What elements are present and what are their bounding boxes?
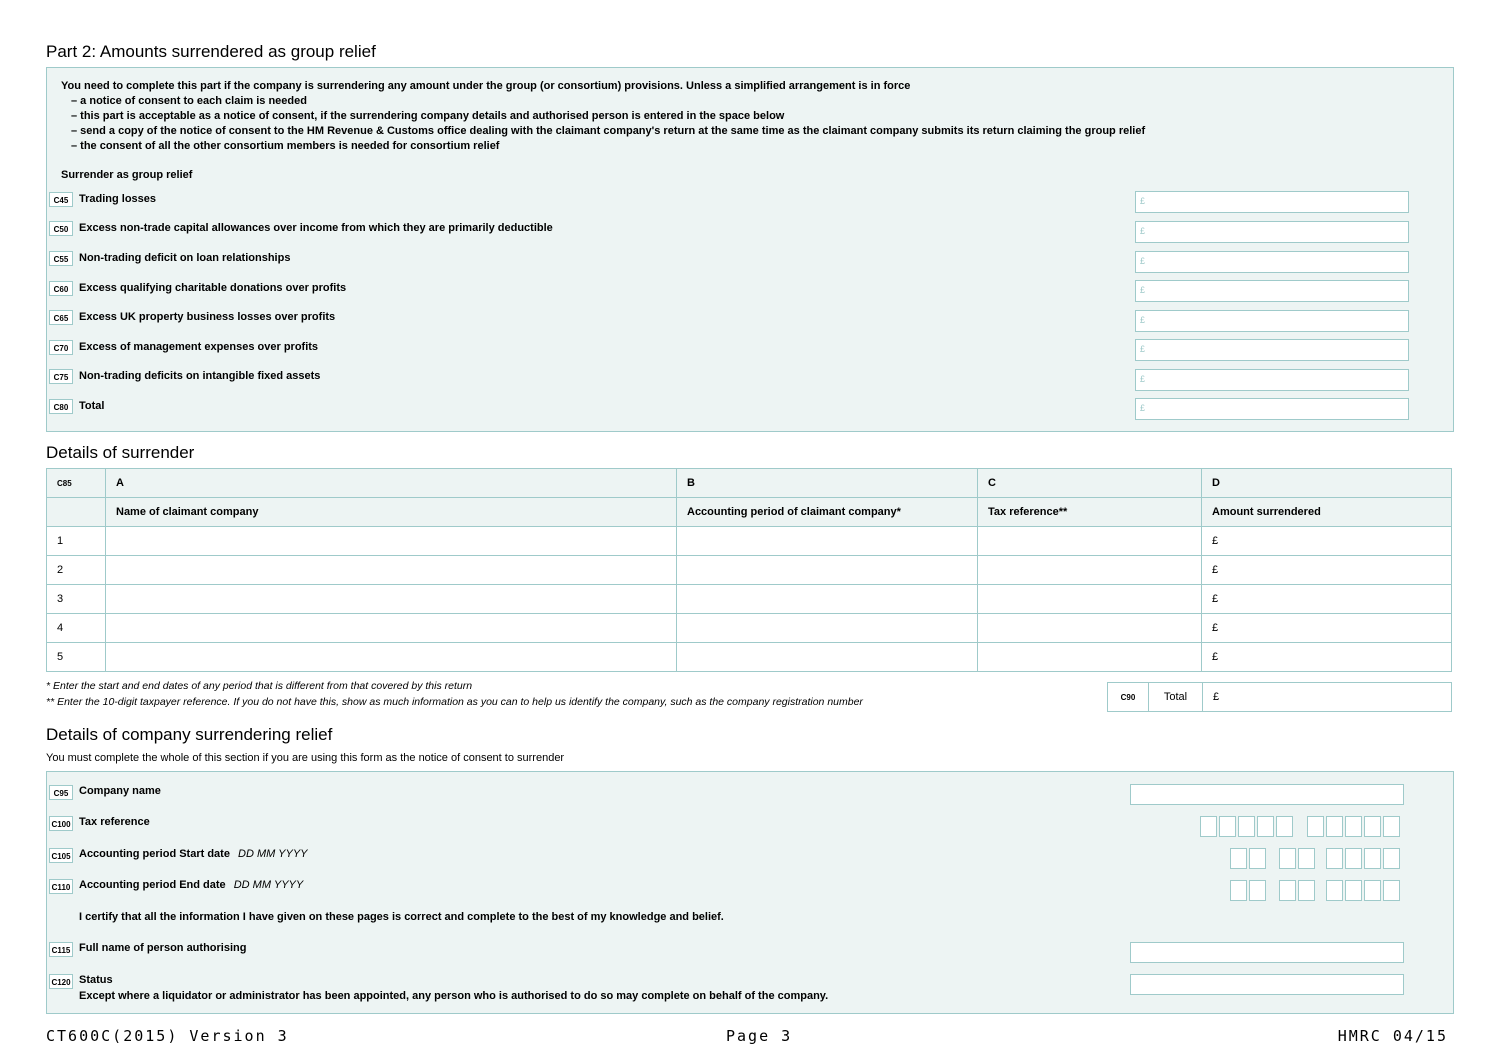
company-name-field[interactable] (1130, 784, 1404, 805)
table-row (47, 614, 1452, 643)
company-panel (46, 771, 1454, 1014)
digit-box[interactable] (1307, 816, 1324, 837)
box-code: C100 (49, 816, 73, 831)
claimant-name-cell[interactable] (106, 527, 677, 556)
digit-box[interactable] (1219, 816, 1236, 837)
tax-reference-cell[interactable] (978, 585, 1202, 614)
digit-box[interactable] (1200, 816, 1217, 837)
footnote-tax-reference: ** Enter the 10-digit taxpayer reference. If you do not have this, show as much information as you can to help us identify the company, such as the company registration number (46, 696, 863, 708)
table-row (47, 585, 1452, 614)
year-digit-box[interactable] (1345, 880, 1362, 901)
box-code: C45 (49, 192, 73, 207)
row-number: 5 (47, 643, 106, 672)
table-row (47, 643, 1452, 672)
end-date-label (79, 879, 303, 891)
company-title: Details of company surrendering relief (46, 725, 333, 744)
digit-box[interactable] (1238, 816, 1255, 837)
box-code: C80 (49, 399, 73, 414)
end-date-label-text: Accounting period End date (79, 879, 226, 891)
intro-line: – the consent of all the other consortium members is needed for consortium relief (71, 140, 500, 152)
accounting-period-cell[interactable] (677, 614, 978, 643)
surrender-subheading: Surrender as group relief (61, 169, 193, 181)
year-digit-box[interactable] (1364, 880, 1381, 901)
surrender-total (1107, 682, 1452, 712)
amount-field[interactable]: £ (1135, 191, 1409, 213)
box-code: C120 (49, 974, 73, 989)
total-label: Total (1149, 683, 1203, 711)
box-code: C95 (49, 785, 73, 800)
certification-statement: I certify that all the information I have given on these pages is correct and complete to the best of my knowledge and belief. (79, 911, 724, 923)
box-code: C105 (49, 848, 73, 863)
page-number: Page 3 (726, 1027, 793, 1045)
amount-field[interactable]: £ (1135, 398, 1409, 420)
box-code: C65 (49, 310, 73, 325)
digit-box[interactable] (1276, 816, 1293, 837)
claimant-name-cell[interactable] (106, 643, 677, 672)
accounting-period-cell[interactable] (677, 585, 978, 614)
date-format-hint: DD MM YYYY (238, 848, 308, 860)
digit-box[interactable] (1383, 816, 1400, 837)
box-code: C55 (49, 251, 73, 266)
row-number: 1 (47, 527, 106, 556)
column-letter: B (677, 469, 978, 498)
accounting-period-cell[interactable] (677, 643, 978, 672)
column-header: Accounting period of claimant company* (677, 498, 978, 527)
header-blank (47, 498, 106, 527)
year-digit-box[interactable] (1383, 880, 1400, 901)
column-letter: C (978, 469, 1202, 498)
row-label: Excess UK property business losses over profits (79, 311, 336, 323)
tax-reference-cell[interactable] (978, 614, 1202, 643)
amount-cell[interactable]: £ (1202, 556, 1452, 585)
part2-intro (61, 79, 1145, 154)
row-label: Excess non-trade capital allowances over income from which they are primarily deductible (79, 222, 553, 234)
total-amount-field[interactable]: £ (1203, 683, 1451, 711)
year-digit-box[interactable] (1364, 848, 1381, 869)
company-subtitle: You must complete the whole of this section if you are using this form as the notice of consent to surrender (46, 752, 565, 764)
row-number: 4 (47, 614, 106, 643)
box-code: C85 (47, 469, 106, 498)
table-header (47, 498, 1452, 527)
month-digit-box[interactable] (1279, 848, 1296, 869)
day-digit-box[interactable] (1230, 848, 1247, 869)
hmrc-date: HMRC 04/15 (1337, 1027, 1448, 1045)
row-label: Trading losses (79, 193, 157, 205)
month-digit-box[interactable] (1279, 880, 1296, 901)
claimant-name-cell[interactable] (106, 614, 677, 643)
row-label: Non-trading deficit on loan relationships (79, 252, 291, 264)
month-digit-box[interactable] (1298, 848, 1315, 869)
status-note: Except where a liquidator or administrator has been appointed, any person who is authorised to do so may complete on behalf of the company. (79, 990, 829, 1002)
digit-box[interactable] (1257, 816, 1274, 837)
footnote-period: * Enter the start and end dates of any period that is different from that covered by this return (46, 680, 473, 692)
year-digit-box[interactable] (1345, 848, 1362, 869)
month-digit-box[interactable] (1298, 880, 1315, 901)
day-digit-box[interactable] (1249, 848, 1266, 869)
company-name-label: Company name (79, 785, 161, 797)
start-date-label-text: Accounting period Start date (79, 848, 230, 860)
amount-field[interactable]: £ (1135, 369, 1409, 391)
intro-line: – this part is acceptable as a notice of consent, if the surrendering company details and authorised person is entered in the space below (71, 110, 785, 122)
box-code: C70 (49, 340, 73, 355)
authorising-person-label: Full name of person authorising (79, 942, 247, 954)
box-code: C60 (49, 281, 73, 296)
status-field[interactable] (1130, 974, 1404, 995)
amount-cell[interactable]: £ (1202, 585, 1452, 614)
box-code: C110 (49, 879, 73, 894)
accounting-period-cell[interactable] (677, 527, 978, 556)
amount-cell[interactable]: £ (1202, 614, 1452, 643)
amount-field[interactable]: £ (1135, 339, 1409, 361)
row-number: 2 (47, 556, 106, 585)
surrender-table (46, 468, 1452, 672)
box-code: C115 (49, 942, 73, 957)
tax-reference-cell[interactable] (978, 527, 1202, 556)
digit-box[interactable] (1345, 816, 1362, 837)
part2-panel (46, 67, 1454, 432)
surrender-title: Details of surrender (46, 443, 195, 462)
amount-cell[interactable]: £ (1202, 527, 1452, 556)
box-code: C50 (49, 221, 73, 236)
tax-reference-cell[interactable] (978, 643, 1202, 672)
table-column-letters (47, 469, 1452, 498)
table-row (47, 556, 1452, 585)
intro-line: – send a copy of the notice of consent to the HM Revenue & Customs office dealing with the claimant company's return at the same time as the claimant company submits its return claiming the group relief (71, 125, 1146, 137)
year-digit-box[interactable] (1326, 848, 1343, 869)
claimant-name-cell[interactable] (106, 585, 677, 614)
start-date-label (79, 848, 308, 860)
digit-box[interactable] (1364, 816, 1381, 837)
day-digit-box[interactable] (1249, 880, 1266, 901)
date-format-hint: DD MM YYYY (233, 879, 304, 891)
row-label: Excess qualifying charitable donations over profits (79, 282, 347, 294)
digit-box[interactable] (1326, 816, 1343, 837)
column-letter: A (106, 469, 677, 498)
tax-reference-cell[interactable] (978, 556, 1202, 585)
row-label: Excess of management expenses over profits (79, 341, 319, 353)
amount-cell[interactable]: £ (1202, 643, 1452, 672)
form-version: CT600C(2015) Version 3 (46, 1027, 289, 1045)
amount-field[interactable]: £ (1135, 251, 1409, 273)
column-header: Amount surrendered (1202, 498, 1452, 527)
amount-field[interactable]: £ (1135, 310, 1409, 332)
year-digit-box[interactable] (1326, 880, 1343, 901)
tax-reference-label: Tax reference (79, 816, 150, 828)
part2-title: Part 2: Amounts surrendered as group relief (46, 42, 376, 61)
intro-line: – a notice of consent to each claim is needed (71, 95, 307, 107)
accounting-period-cell[interactable] (677, 556, 978, 585)
column-letter: D (1202, 469, 1452, 498)
authorising-person-field[interactable] (1130, 942, 1404, 963)
box-code: C75 (49, 369, 73, 384)
row-label: Non-trading deficits on intangible fixed assets (79, 370, 321, 382)
box-code: C90 (1108, 683, 1149, 711)
table-row (47, 527, 1452, 556)
amount-field[interactable]: £ (1135, 280, 1409, 302)
column-header: Name of claimant company (106, 498, 677, 527)
row-number: 3 (47, 585, 106, 614)
year-digit-box[interactable] (1383, 848, 1400, 869)
status-label: Status (79, 974, 113, 986)
row-label: Total (79, 400, 105, 412)
amount-field[interactable]: £ (1135, 221, 1409, 243)
intro-line: You need to complete this part if the company is surrendering any amount under the group (or consortium) provisions. Unless a simplified arrangement is in force (61, 80, 911, 92)
claimant-name-cell[interactable] (106, 556, 677, 585)
day-digit-box[interactable] (1230, 880, 1247, 901)
column-header: Tax reference** (978, 498, 1202, 527)
